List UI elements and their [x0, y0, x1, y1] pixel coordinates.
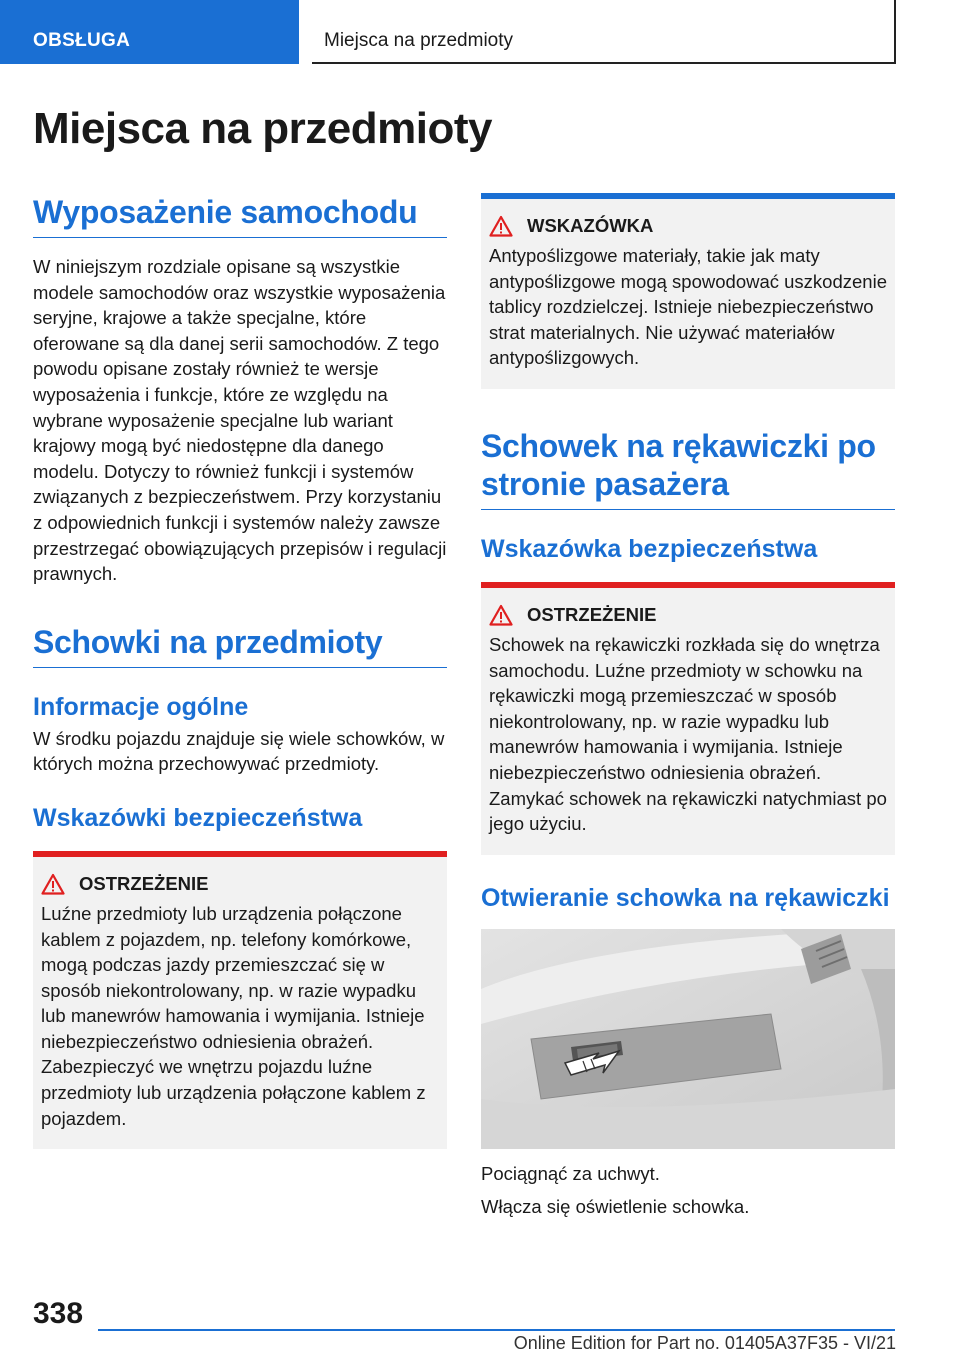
notice-head: [489, 215, 887, 237]
opening-heading: Otwieranie schowka na rękawiczki: [481, 883, 890, 912]
glovebox-warning-text: Schowek na rękawiczki rozkłada się do wnętrza samochodu. Luźne przedmioty w schowku na rękawiczki mogą przemieszczać w sposób niekontrolowany, np. w razie wypadku lub manewrów hamowania i wymijania. Istnieje niebezpieczeństwo odniesienia obrażeń. Zamykać schowek na rękawiczki natychmiast po jego użyciu.: [489, 633, 887, 835]
warning-triangle-icon: [489, 604, 513, 626]
step-pull-handle: Pociągnąć za uchwyt.: [481, 1162, 660, 1184]
warning-label: OSTRZEŻENIE: [79, 872, 209, 894]
glovebox-warning-label: OSTRZEŻENIE: [527, 603, 657, 625]
glovebox-warning-head: [489, 604, 887, 626]
topic-header: [312, 0, 896, 64]
page-title: Miejsca na przedmioty: [33, 104, 492, 153]
warning-triangle-icon: [41, 873, 65, 895]
equipment-heading: Wyposażenie samochodu: [33, 193, 447, 238]
warning-head: [41, 873, 439, 895]
safety-heading: Wskazówki bezpieczeństwa: [33, 803, 363, 832]
notice-text: Antypoślizgowe materiały, takie jak maty antypoślizgowe mogą spowodować uszkodzenie tablicy rozdzielczej. Istnieje niebezpieczeństwo strat materialnych. Nie używać materiałów antypoślizgowych.: [489, 245, 887, 369]
glovebox-illustration: [481, 929, 895, 1149]
section-label: OBSŁUGA: [33, 30, 131, 51]
glovebox-figure: [481, 929, 895, 1149]
footer-divider: [98, 1329, 895, 1331]
glovebox-safety-heading: Wskazówka bezpieczeństwa: [481, 534, 818, 563]
page-number: 338: [33, 1297, 84, 1330]
left-column: [33, 193, 447, 1149]
warning-triangle-icon: [489, 215, 513, 237]
notice-label: WSKAZÓWKA: [527, 215, 654, 236]
notice-box: [481, 193, 895, 389]
warning-text: Luźne przedmioty lub urządzenia połączone kablem z pojazdem, np. telefony komórkowe, mogą podczas jazdy przemieszczać się w sposób niekontrolowany, np. w razie wypadku lub manewrów hamowania i wymijania. Istnieje niebezpieczeństwo odniesienia obrażeń. Zabezpieczyć we wnętrzu pojazdu luźne przedmioty lub urządzenia połączone kablem z pojazdem.: [41, 902, 426, 1129]
equipment-text: W niniejszym rozdziale opisane są wszystkie modele samochodów oraz wszystkie wyposażenia seryjne, krajowe a także specjalne, które oferowane są dla danej serii samochodów. Z tego powodu opisane zostały również te wersje wyposażenia i funkcje, które ze względu na wybrane wyposażenie specjalne lub wariant krajowy mogą być niedostępne dla danego modelu. Dotyczy to również funkcji i systemów związanych z bezpieczeństwem. Przy korzystaniu z odpowiednich funkcji i systemów należy zawsze przestrzegać obowiązujących przepisów i regulacji prawnych.: [33, 256, 447, 585]
section-tab: [0, 0, 299, 64]
glovebox-heading: Schowek na rękawiczki po stronie pasażera: [481, 427, 895, 510]
storage-heading: Schowki na przedmioty: [33, 623, 447, 668]
warning-box: [33, 851, 447, 1149]
step-light-on: Włącza się oświetlenie schowka.: [481, 1196, 750, 1218]
general-heading: Informacje ogólne: [33, 692, 249, 721]
right-column: [481, 193, 895, 1220]
footer-edition: Online Edition for Part no. 01405A37F35 - VI/21: [513, 1333, 896, 1353]
general-text: W środku pojazdu znajduje się wiele schowków, w których można przechowywać przedmioty.: [33, 727, 445, 775]
topic-label: Miejsca na przedmioty: [324, 30, 514, 51]
glovebox-warning-box: [481, 582, 895, 855]
